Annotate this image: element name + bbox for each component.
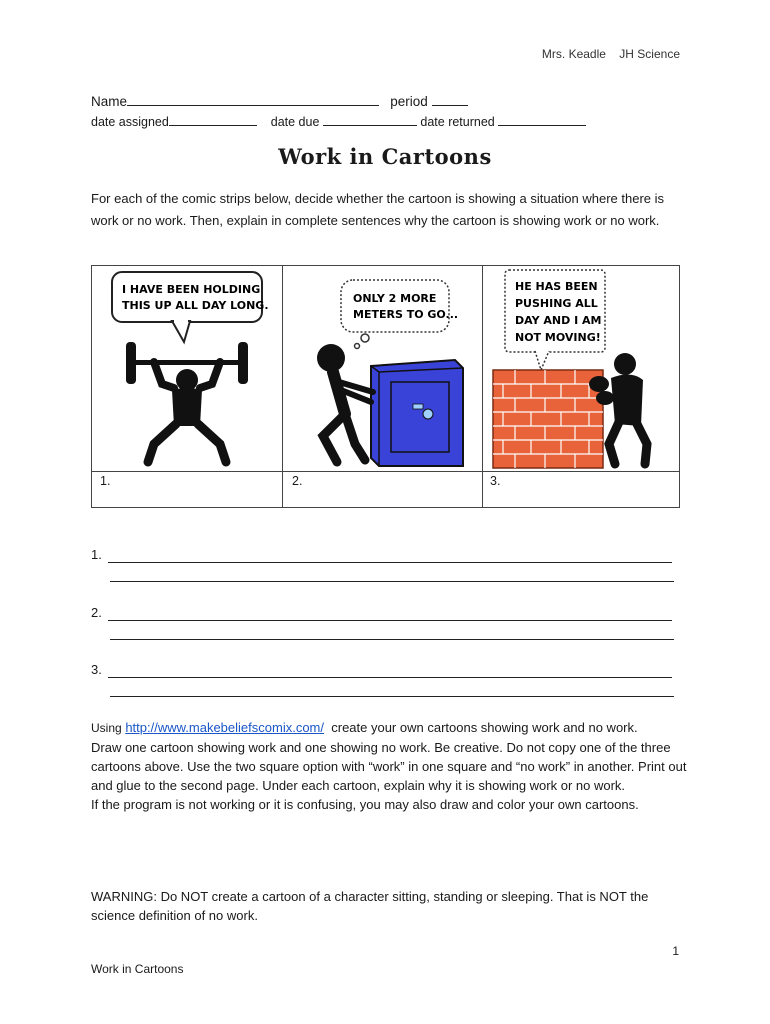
page-footer: Work in Cartoons	[91, 962, 184, 976]
warning-paragraph: WARNING: Do NOT create a cartoon of a character sitting, standing or sleeping. That is NOT the science definition of no work.	[91, 889, 649, 923]
answer-1-label: 1.	[91, 547, 102, 562]
teacher-name: Mrs. Keadle	[541, 47, 606, 61]
answer-2-line-1[interactable]	[108, 620, 672, 621]
bubble-1-line-1: I HAVE BEEN HOLDING	[122, 283, 261, 296]
caption-1: 1.	[100, 474, 111, 488]
date-assigned-label: date assigned	[91, 115, 169, 129]
subject-name: JH Science	[619, 47, 680, 61]
period-label: period	[390, 94, 428, 109]
instructions-line-1-rest: create your own cartoons showing work and no work.	[331, 720, 638, 735]
name-row	[91, 94, 468, 109]
bubble-3-line-2: PUSHING ALL	[515, 297, 598, 310]
answer-3-label: 3.	[91, 662, 102, 677]
intro-paragraph: For each of the comic strips below, decide whether the cartoon is showing a situation where there is work or no work. Then, explain in complete sentences why the cartoon is showing work or no work.	[91, 191, 665, 228]
comic-panel-2	[283, 266, 482, 471]
instructions-paragraph-3: If the program is not working or it is confusing, you may also draw and color your own cartoons.	[91, 797, 639, 812]
date-returned-label: date returned	[420, 115, 495, 129]
comic-panel-1	[92, 266, 282, 471]
brick-wall	[493, 370, 603, 468]
caption-2: 2.	[292, 474, 303, 488]
answer-3-line-2[interactable]	[110, 696, 674, 697]
safe-icon	[371, 360, 463, 466]
date-assigned-line[interactable]	[169, 114, 257, 126]
weightlifter-figure	[126, 342, 248, 462]
date-row	[91, 114, 586, 129]
answer-3-line-1[interactable]	[108, 677, 672, 678]
bubble-3-line-1: HE HAS BEEN	[515, 280, 598, 293]
header-teacher-subject	[542, 47, 680, 61]
page-number: 1	[672, 944, 679, 958]
name-label: Name	[91, 94, 128, 109]
date-due-label: date due	[270, 115, 320, 129]
date-due-line[interactable]	[323, 114, 417, 126]
bubble-1-line-2: THIS UP ALL DAY LONG.	[122, 299, 269, 312]
page-title: Work in Cartoons	[278, 144, 492, 169]
instructions-paragraph-2: Draw one cartoon showing work and one showing no work. Be creative. Do not copy one of the three cartoons above. Use the two square option with “work” in one square and “no work” in another. Print out and glue to the second page. Under each cartoon, explain why it is showing work or no work.	[91, 740, 687, 793]
bubble-3-line-3: DAY AND I AM	[515, 314, 602, 327]
answer-2-line-2[interactable]	[110, 639, 674, 640]
period-line[interactable]	[432, 94, 468, 106]
caption-divider	[92, 471, 679, 472]
name-line[interactable]	[127, 94, 379, 106]
bubble-2-line-1: ONLY 2 MORE	[353, 292, 437, 305]
date-returned-line[interactable]	[498, 114, 586, 126]
comic-panel-3	[483, 266, 679, 471]
makebeliefs-link[interactable]: http://www.makebeliefscomix.com/	[125, 720, 324, 735]
bubble-3-line-4: NOT MOVING!	[515, 331, 601, 344]
using-prefix: Using	[91, 721, 122, 735]
pushing-figure	[317, 344, 373, 462]
answer-2-label: 2.	[91, 605, 102, 620]
comic-strip	[91, 265, 680, 508]
instructions-line-1	[91, 718, 691, 738]
instructions-block	[91, 718, 691, 814]
answer-1-line-1[interactable]	[108, 562, 672, 563]
caption-3: 3.	[490, 474, 501, 488]
answer-1-line-2[interactable]	[110, 581, 674, 582]
bubble-2-line-2: METERS TO GO...	[353, 308, 459, 321]
